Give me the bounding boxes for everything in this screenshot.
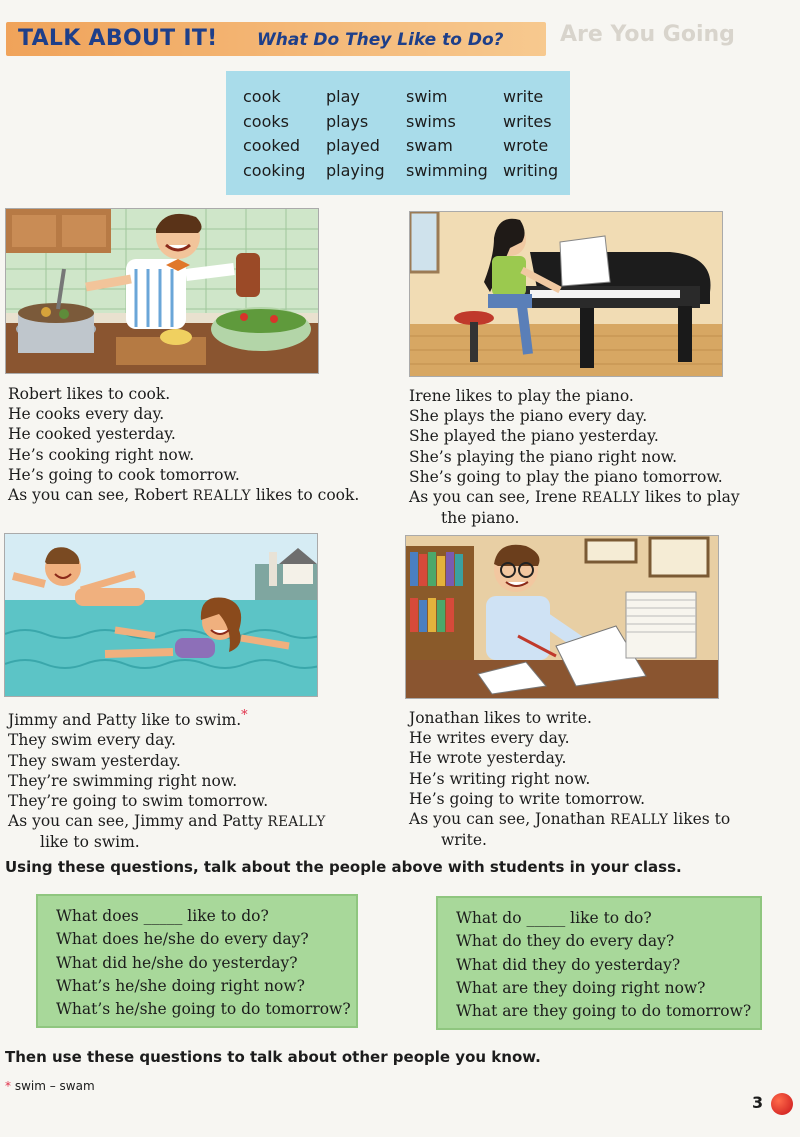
story-robert xyxy=(8,384,359,506)
story-conclusion xyxy=(409,809,730,830)
story-continuation: the piano. xyxy=(441,509,520,528)
question-line: What’s he/she doing right now? xyxy=(56,976,305,995)
verb-word: swam xyxy=(406,136,453,155)
story-irene xyxy=(409,386,740,528)
verb-column-swim xyxy=(406,85,488,183)
story-continuation: like to swim. xyxy=(40,833,140,852)
conclusion-text: As you can see, Jimmy and Patty xyxy=(8,812,268,831)
story-jimmy-patty xyxy=(8,706,326,853)
question-line: What do they do every day? xyxy=(456,932,675,951)
story-line: He’s going to cook tomorrow. xyxy=(8,465,240,484)
verb-word: write xyxy=(503,87,544,106)
verb-word: cooks xyxy=(243,111,289,131)
instruction-text: Using these questions, talk about the people above with students in your class. xyxy=(5,858,682,876)
questions-box-plural xyxy=(436,896,762,1030)
bleed-through-text: Are You Going xyxy=(560,22,735,47)
verb-column-play xyxy=(326,85,385,183)
story-line: They’re going to swim tomorrow. xyxy=(8,791,269,810)
illustration-jonathan-writing xyxy=(405,535,719,699)
story-line: He wrote yesterday. xyxy=(409,749,567,768)
story-jonathan xyxy=(409,708,730,850)
verb-word: swims xyxy=(406,111,456,131)
verb-word: play xyxy=(326,87,360,106)
story-line: He cooked yesterday. xyxy=(8,425,176,444)
section-subtitle: What Do They Like to Do? xyxy=(257,30,504,50)
conclusion-text: likes to xyxy=(668,810,731,829)
page-marker-dot-icon xyxy=(771,1093,793,1115)
verb-word: writes xyxy=(503,111,552,131)
story-line: They swim every day. xyxy=(8,731,176,750)
story-line: She’s going to play the piano tomorrow. xyxy=(409,467,723,486)
story-line: He’s cooking right now. xyxy=(8,445,195,464)
verb-word: cooked xyxy=(243,136,301,155)
story-continuation: write. xyxy=(441,831,487,850)
story-line: Irene likes to play the piano. xyxy=(409,387,634,405)
section-title: TALK ABOUT IT! xyxy=(18,26,218,51)
verb-word: swim xyxy=(406,87,448,106)
questions-box-singular xyxy=(36,894,358,1028)
footnote-marker: * xyxy=(241,708,248,723)
story-line: She played the piano yesterday. xyxy=(409,427,659,446)
footnote xyxy=(5,1079,95,1093)
story-line: They’re swimming right now. xyxy=(8,771,238,790)
story-line: She plays the piano every day. xyxy=(409,407,648,426)
verb-word: writing xyxy=(503,160,559,180)
footnote-marker: * xyxy=(5,1079,11,1093)
verb-word: wrote xyxy=(503,136,549,155)
story-line: They swam yesterday. xyxy=(8,751,181,770)
verb-word: played xyxy=(326,136,380,155)
footnote-text: swim – swam xyxy=(11,1079,95,1093)
question-line: What does _____ like to do? xyxy=(56,907,269,925)
conclusion-text: likes to play xyxy=(640,488,740,507)
question-line: What’s he/she going to do tomorrow? xyxy=(56,1000,351,1019)
verb-word: swimming xyxy=(406,160,488,180)
emphasis-really: REALLY xyxy=(610,812,669,829)
verb-forms-box xyxy=(226,71,570,195)
emphasis-really: REALLY xyxy=(267,814,326,831)
verb-word: cooking xyxy=(243,160,306,180)
page-number: 3 xyxy=(752,1093,764,1112)
illustration-jimmy-patty-swimming xyxy=(4,533,318,697)
story-line: He writes every day. xyxy=(409,729,570,748)
story-line: Jonathan likes to write. xyxy=(409,709,592,727)
story-line: Robert likes to cook. xyxy=(8,385,171,403)
question-line: What are they going to do tomorrow? xyxy=(456,1002,752,1021)
story-conclusion xyxy=(409,487,740,508)
story-line: She’s playing the piano right now. xyxy=(409,447,678,466)
verb-word: cook xyxy=(243,87,281,106)
story-conclusion xyxy=(8,811,326,832)
verb-column-cook xyxy=(243,85,305,183)
story-first-line: Jimmy and Patty like to swim. xyxy=(8,711,242,730)
question-line: What did he/she do yesterday? xyxy=(56,953,298,972)
story-line: He cooks every day. xyxy=(8,405,165,424)
question-line: What does he/she do every day? xyxy=(56,930,309,949)
conclusion-text: likes to cook. xyxy=(250,486,360,505)
question-line: What did they do yesterday? xyxy=(456,955,681,974)
story-conclusion xyxy=(8,485,359,506)
verb-word: playing xyxy=(326,160,385,180)
illustration-robert-cooking xyxy=(5,208,319,374)
story-line xyxy=(8,706,326,730)
section-banner xyxy=(6,22,546,56)
question-line: What are they doing right now? xyxy=(456,978,706,997)
verb-word: plays xyxy=(326,111,369,131)
conclusion-text: As you can see, Irene xyxy=(409,488,582,507)
instruction-text: Then use these questions to talk about other people you know. xyxy=(5,1048,541,1066)
story-line: He’s going to write tomorrow. xyxy=(409,789,646,808)
story-line: He’s writing right now. xyxy=(409,769,591,788)
conclusion-text: As you can see, Jonathan xyxy=(409,810,611,829)
verb-column-write xyxy=(503,85,558,183)
illustration-irene-piano xyxy=(409,211,723,377)
emphasis-really: REALLY xyxy=(581,490,641,507)
question-line: What do _____ like to do? xyxy=(456,909,652,927)
emphasis-really: REALLY xyxy=(192,488,251,505)
conclusion-text: As you can see, Robert xyxy=(8,486,193,505)
